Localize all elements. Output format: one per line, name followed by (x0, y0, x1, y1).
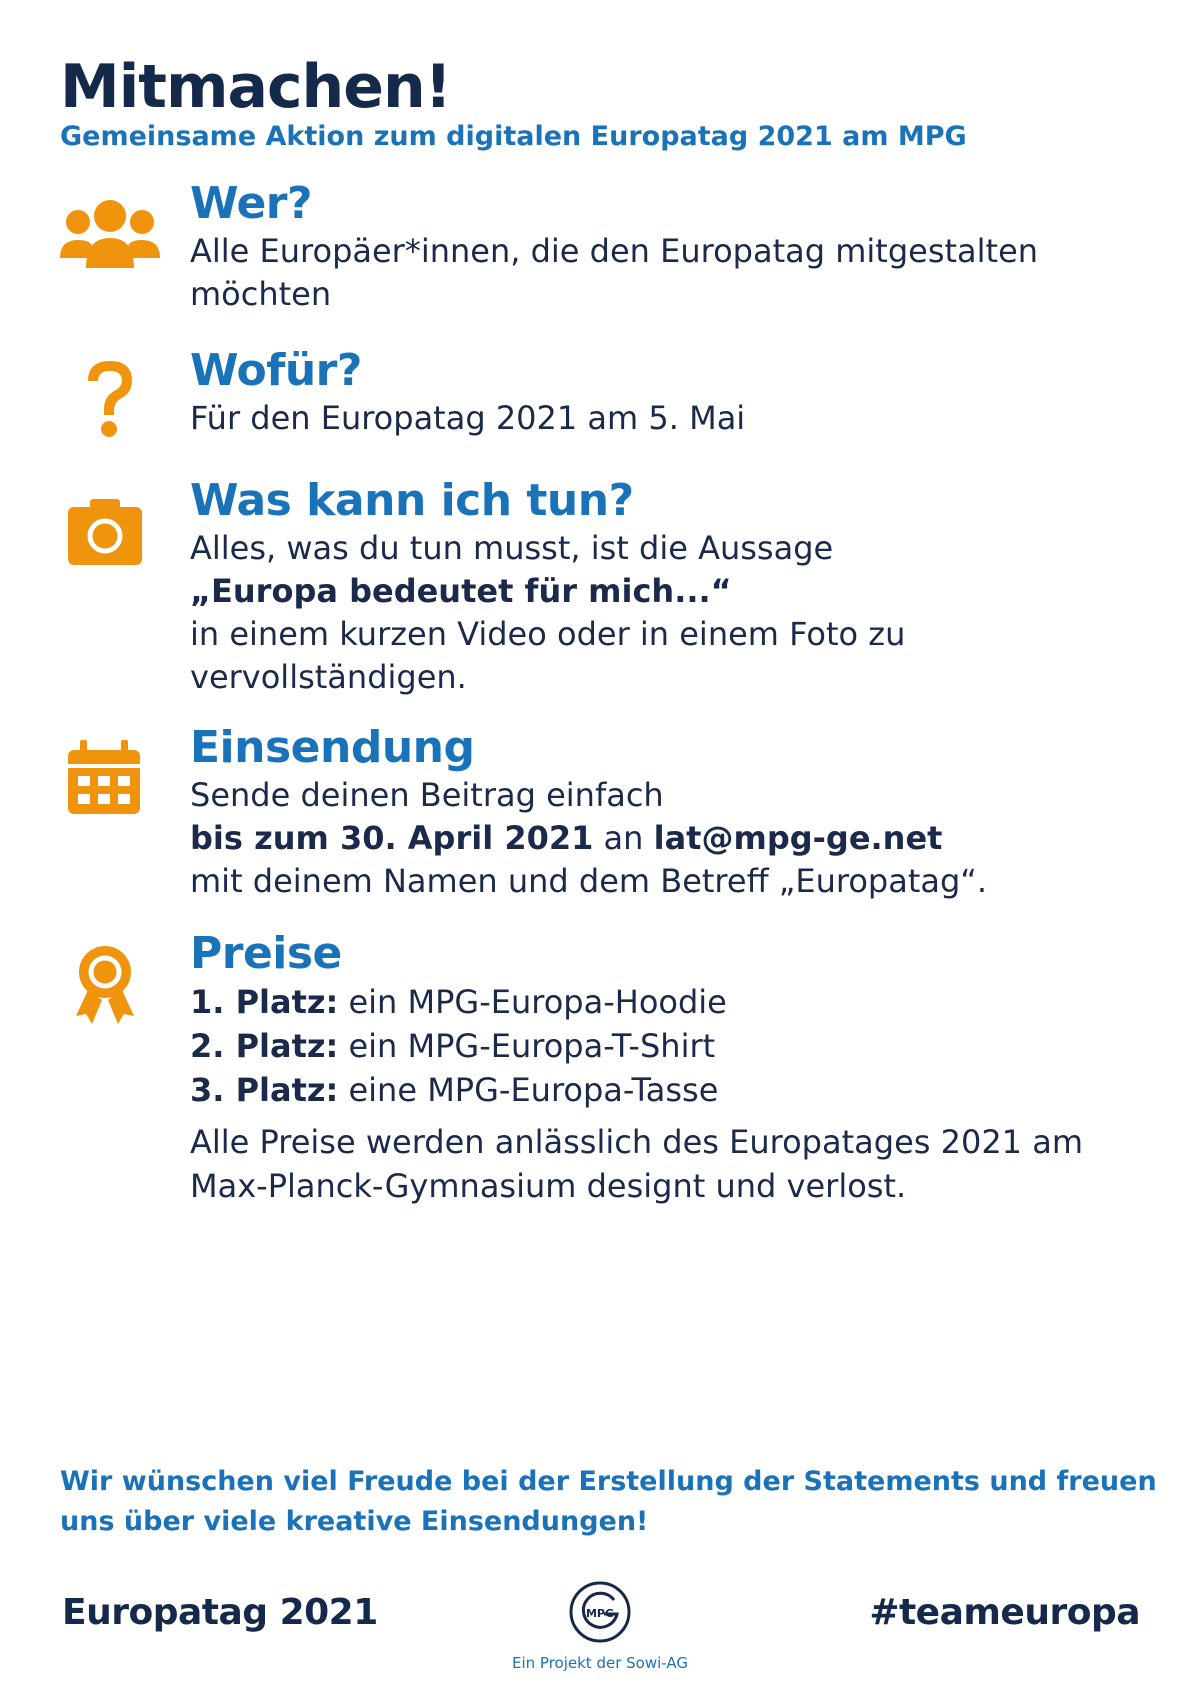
prize-desc: ein MPG-Europa-T-Shirt (338, 1027, 716, 1065)
school-logo-icon (568, 1580, 632, 1644)
footer-credit: Ein Projekt der Sowi-AG (512, 1654, 688, 1672)
prize-note: Alle Preise werden anlässlich des Europatages 2021 am Max-Planck-Gymnasium designt und verlost. (190, 1123, 1083, 1205)
heading-was: Was kann ich tun? (190, 475, 634, 526)
question-mark-icon (58, 353, 162, 445)
logo-text: MPG (585, 1607, 615, 1620)
award-ribbon-icon (58, 938, 162, 1030)
prize-place: 1. Platz: (190, 983, 339, 1021)
footer-hashtag: #teameuropa (869, 1592, 1140, 1633)
text-was-line1: Alles, was du tun musst, ist die Aussage (190, 529, 834, 567)
text-wofuer: Für den Europatag 2021 am 5. Mai (190, 399, 746, 437)
prize-item (190, 1024, 1170, 1068)
prize-place: 2. Platz: (190, 1027, 339, 1065)
connector-text: an (593, 819, 654, 857)
prize-item (190, 1068, 1170, 1112)
text-einsendung-line3: mit deinem Namen und dem Betreff „Europatag“. (190, 862, 988, 900)
page-subtitle: Gemeinsame Aktion zum digitalen Europatag 2021 am MPG (60, 121, 967, 152)
camera-icon (58, 487, 162, 579)
heading-einsendung: Einsendung (190, 722, 475, 773)
statement-quote: „Europa bedeutet für mich...“ (190, 572, 732, 610)
page-title: Mitmachen! (60, 52, 452, 122)
calendar-icon (58, 732, 162, 824)
footer-logo-block (460, 1580, 740, 1672)
prize-desc: eine MPG-Europa-Tasse (338, 1071, 719, 1109)
email-link[interactable]: lat@mpg-ge.net (653, 819, 943, 857)
footer-europatag: Europatag 2021 (62, 1592, 378, 1633)
heading-preise: Preise (190, 928, 342, 979)
heading-wofuer: Wofür? (190, 345, 362, 396)
text-wer: Alle Europäer*innen, die den Europatag mitgestalten möchten (190, 232, 1039, 313)
closing-message: Wir wünschen viel Freude bei der Erstellung der Statements und freuen uns über viele kreative Einsendungen! (60, 1466, 1157, 1537)
text-was-line3: in einem kurzen Video oder in einem Foto zu vervollständigen. (190, 615, 906, 696)
deadline-text: bis zum 30. April 2021 (190, 819, 594, 857)
text-einsendung-line1: Sende deinen Beitrag einfach (190, 776, 664, 814)
people-group-icon (58, 196, 162, 288)
prize-item (190, 980, 1170, 1024)
prize-place: 3. Platz: (190, 1071, 339, 1109)
prize-desc: ein MPG-Europa-Hoodie (338, 983, 727, 1021)
heading-wer: Wer? (190, 178, 313, 229)
